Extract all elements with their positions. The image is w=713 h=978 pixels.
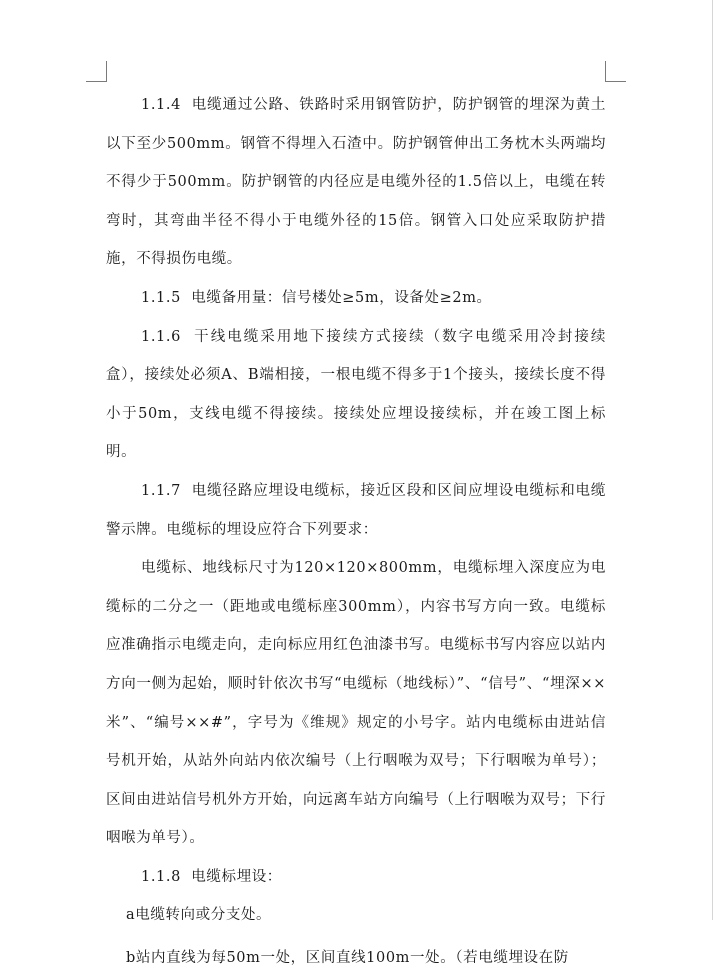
paragraph-1-1-4: 1.1.4 电缆通过公路、铁路时采用钢管防护，防护钢管的埋深为黄土以下至少500mm。钢管不得埋入石渣中。防护钢管伸出工务枕木头两端均不得少于500mm。防护钢管的内径应是电缆外径的1.5倍以上，电缆在转弯时，其弯曲半径不得小于电缆外径的15倍。钢管入口处应采取防护措施，不得损伤电缆。: [106, 97, 606, 268]
margin-corner-mark-top-left: [86, 61, 107, 82]
paragraph-1-1-5: 1.1.5 电缆备用量：信号楼处≥5m，设备处≥2m。: [141, 289, 492, 306]
paragraph-1-1-6: 1.1.6 干线电缆采用地下接续方式接续（数字电缆采用冷封接续盒），接续处必须A、B端相接，一根电缆不得多于1个接头，接续长度不得小于50m，支线电缆不得接续。接续处应埋设接续标，并在竣工图上标明。: [106, 328, 606, 461]
paragraph-1-1-8: 1.1.8 电缆标埋设：: [141, 868, 282, 885]
margin-corner-mark-top-right: [605, 61, 626, 82]
document-body: [106, 86, 606, 978]
list-item-b: b站内直线为每50m一处，区间直线100m一处。（若电缆埋设在防: [126, 950, 569, 967]
list-item-a: a电缆转向或分支处。: [126, 907, 272, 924]
paragraph-marker-specification: 电缆标、地线标尺寸为120×120×800mm，电缆标埋入深度应为电缆标的二分之一（距地或电缆标座300mm），内容书写方向一致。电缆标应准确指示电缆走向，走向标应用红色油漆书写。电缆标书写内容应以站内方向一侧为起始，顺时针依次书写“电缆标（地线标）”、“信号”、“埋深××米”、“编号××#”，字号为《维规》规定的小号字。站内电缆标由进站信号机开始，从站外向站内依次编号（上行咽喉为双号；下行咽喉为单号）；区间由进站信号机外方开始，向远离车站方向编号（上行咽喉为双号；下行咽喉为单号）。: [106, 560, 606, 847]
paragraph-1-1-7: 1.1.7 电缆径路应埋设电缆标，接近区段和区间应埋设电缆标和电缆警示牌。电缆标的埋设应符合下列要求：: [106, 482, 606, 538]
